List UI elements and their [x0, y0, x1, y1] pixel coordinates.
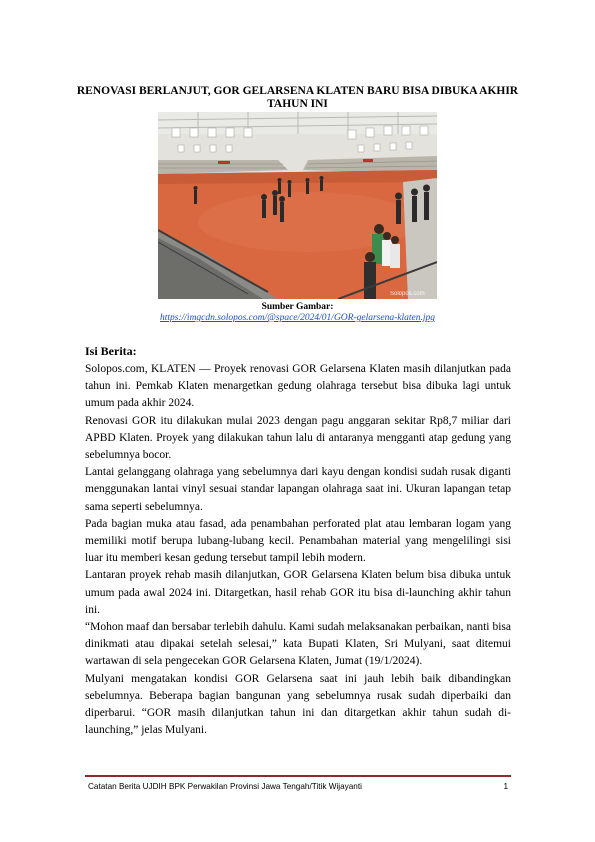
page-footer — [88, 782, 508, 791]
article-paragraph: Solopos.com, KLATEN — Proyek renovasi GOR Gelarsena Klaten masih dilanjutkan pada tahun ini. Pemkab Klaten menargetkan gedung olahraga tersebut bisa dibuka lagi untuk umum pada akhir 2024. — [85, 363, 511, 410]
footer-divider — [85, 775, 511, 777]
gym-interior-photo — [158, 112, 437, 299]
article-body — [85, 361, 511, 739]
article-paragraph: Lantaran proyek rehab masih dilanjutkan, GOR Gelarsena Klaten belum bisa dibuka untuk umum pada awal 2024 ini. Ditargetkan, hasil rehab GOR itu bisa di-launching akhir tahun ini. — [85, 569, 511, 616]
image-caption — [100, 302, 495, 324]
section-heading: Isi Berita: — [85, 344, 137, 358]
article-paragraph: “Mohon maaf dan bersabar terlebih dahulu. Kami sudah melaksanakan perbaikan, nanti bisa dinikmati atau dipakai setelah selesai,” kata Bupati Klaten, Sri Mulyani, saat ditemui wartawan di sela pengecekan GOR Gelarsena Klaten, Jumat (19/1/2024). — [85, 621, 511, 668]
article-paragraph: Lantai gelanggang olahraga yang sebelumnya dari kayu dengan kondisi sudah rusak diganti menggunakan lantai vinyl sesuai standar lapangan olahraga saat ini. Ukuran lapangan tetap sama seperti sebelumnya. — [85, 466, 511, 513]
caption-label: Sumber Gambar: — [261, 302, 334, 312]
photo-watermark: Solopos.com — [390, 291, 425, 297]
page-number: 1 — [503, 782, 508, 791]
footer-text: Catatan Berita UJDIH BPK Perwakilan Provinsi Jawa Tengah/Titik Wijayanti — [88, 782, 362, 791]
article-paragraph: Renovasi GOR itu dilakukan mulai 2023 dengan pagu anggaran sekitar Rp8,7 miliar dari APBD Klaten. Proyek yang dilakukan tahun lalu di antaranya mengganti atap gedung yang sebelumnya bocor. — [85, 414, 511, 462]
document-title: RENOVASI BERLANJUT, GOR GELARSENA KLATEN BARU BISA DIBUKA AKHIR TAHUN INI — [76, 85, 519, 110]
caption-source-link[interactable]: https://imgcdn.solopos.com/@space/2024/01/GOR-gelarsena-klaten.jpg — [160, 313, 435, 323]
article-paragraph: Mulyani mengatakan kondisi GOR Gelarsena saat ini jauh lebih baik dibandingkan sebelumnya. Beberapa bagian bangunan yang sebelumnya rusak sudah diperbaiki dan diperbarui. “GOR masih dilanjutkan tahun ini dan ditargetkan akhir tahun sudah di-launching,” jelas Mulyani. — [85, 672, 511, 737]
article-paragraph: Pada bagian muka atau fasad, ada penambahan perforated plat atau lembaran logam yang memiliki motif berupa lubang-lubang kecil. Penambahan material yang mengelilingi sisi luar itu memberi kesan gedung tersebut tampil lebih modern. — [85, 517, 511, 565]
